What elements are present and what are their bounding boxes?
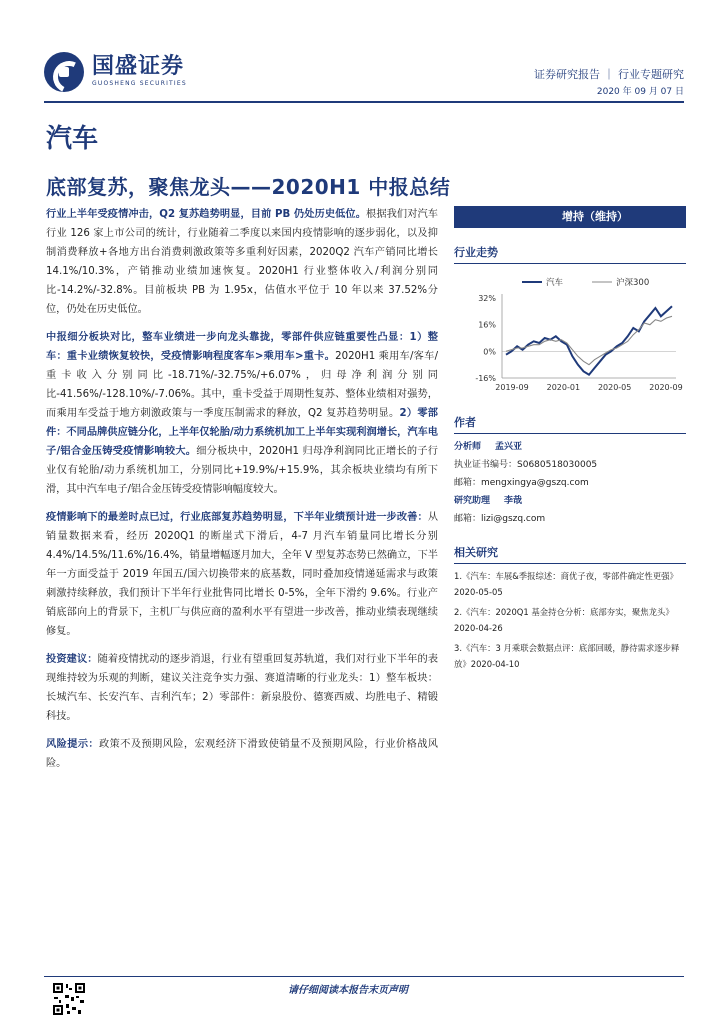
footer-disclaimer: 请仔细阅读本报告末页声明	[288, 985, 408, 996]
paragraph-segments	[46, 328, 438, 499]
analyst-label: 分析师	[454, 442, 482, 452]
report-body	[46, 205, 438, 782]
x-tick-label: 2019-09	[495, 383, 529, 392]
industry-trend-chart	[454, 274, 686, 398]
paragraph-outlook	[46, 508, 438, 641]
header-divider	[44, 101, 684, 103]
segments-lead: 中报细分板块对比，整车业绩进一步向龙头靠拢，零部件供应链重要性凸显：1）整车：重卡业绩恢复较快，受疫情影响程度客车>乘用车>重卡。	[46, 332, 438, 362]
analyst-row	[454, 438, 686, 456]
related-heading: 相关研究	[454, 544, 686, 564]
paragraph-risk	[46, 735, 438, 773]
logo-icon	[44, 52, 84, 92]
y-tick-label: -16%	[475, 374, 496, 383]
trend-heading: 行业走势	[454, 244, 686, 264]
related-report-1[interactable]: 1.《汽车：车展&季报综述：商优子夜，零部件确定性更强》2020-05-05	[454, 571, 678, 597]
assistant-email[interactable]: 邮箱：lizi@gszq.com	[454, 514, 546, 524]
x-tick-label: 2020-01	[546, 383, 581, 392]
report-date: 2020 年 09 月 07 日	[596, 87, 684, 97]
company-logo	[44, 52, 187, 92]
report-type: 证券研究报告 ｜ 行业专题研究	[534, 68, 684, 81]
analyst-email[interactable]: 邮箱：mengxingya@gszq.com	[454, 478, 589, 488]
y-tick-label: 32%	[478, 294, 496, 303]
rating-badge: 增持（维持）	[454, 206, 686, 228]
report-title: 底部复苏，聚焦龙头——2020H1 中报总结	[46, 175, 451, 199]
qr-code-icon	[52, 982, 86, 1016]
trend-chart-svg	[454, 274, 686, 398]
summary-text: 根据我们对汽车行业 126 家上市公司的统计，行业随着二季度以来国内疫情影响的逐步弱化，以及抑制消费释放+各地方出台消费刺激政策等多重利好因素，2020Q2 汽车产销同比增长 14.1%/10.3%，产销推动业绩加速恢复。2020H1 行业整体收入/利润分别同比-14.2%/-32.8%。目前板块 PB 为 1.95x，估值水平位于 10 年以来 37.52%分位，仍处在历史低位。	[46, 209, 438, 315]
y-tick-label: 16%	[478, 320, 496, 330]
license-number: 执业证书编号：S0680518030005	[454, 460, 598, 470]
logo-en-text: GUOSHENG SECURITIES	[92, 80, 187, 87]
authors-heading: 作者	[454, 414, 686, 434]
assistant-row	[454, 492, 686, 510]
recommendation-lead: 投资建议：	[46, 654, 98, 665]
risk-lead: 风险提示：	[46, 739, 100, 750]
outlook-lead: 疫情影响下的最差时点已过，行业底部复苏趋势明显，下半年业绩预计进一步改善：	[46, 512, 428, 523]
analyst-name: 孟兴亚	[495, 442, 523, 452]
sidebar	[454, 206, 686, 672]
related-report-3[interactable]: 3.《汽车：3 月乘联会数据点评：底部回暖，静待需求逐步释放》2020-04-10	[454, 643, 680, 669]
y-tick-label: 0%	[483, 347, 496, 357]
assistant-name: 李哉	[504, 496, 523, 506]
paragraph-recommendation	[46, 650, 438, 726]
industry-title: 汽车	[46, 124, 99, 154]
x-tick-label: 2020-05	[597, 383, 632, 392]
outlook-text: 从销量数据来看，经历 2020Q1 的断崖式下滑后，4-7 月汽车销量同比增长分别 4.4%/14.5%/11.6%/16.4%，销量增幅逐月加大，全年 V 型复苏态势已然确立，下半年一方面受益于 2019 年国五/国六切换带来的底基数，同时叠加疫情递延需求与政策刺激持续释放，我们预计下半年行业批售同比增长 0-5%，全年下滑约 9.6%。行业产销底部向上的背景下，主机厂与供应商的盈利水平有望进一步改善，推动业绩表现继续修复。	[46, 512, 438, 637]
summary-lead: 行业上半年受疫情冲击，Q2 复苏趋势明显，目前 PB 仍处历史低位。	[46, 209, 367, 220]
series-line-csi300	[506, 316, 672, 364]
risk-text: 政策不及预期风险，宏观经济下滑致使销量不及预期风险，行业价格战风险。	[46, 739, 438, 769]
recommendation-text: 随着疫情扰动的逐步消退，行业有望重回复苏轨道，我们对行业下半年的表现维持较为乐观的判断，建议关注竞争实力强、赛道清晰的行业龙头：1）整车板块：长城汽车、长安汽车、吉利汽车；2）零部件：新泉股份、德赛西威、均胜电子、精锻科技。	[46, 654, 439, 722]
assistant-label: 研究助理	[454, 496, 491, 506]
paragraph-summary	[46, 205, 438, 319]
segments-text-1: 2020H1 乘用车/客车/重卡收入分别同比-18.71%/-32.75%/+6.07%，归母净利润分别同比-41.56%/-128.10%/-7.06%。其中，重卡受益于周期性复苏、整体业绩相对强势，而乘用车受益于地方刺激政策与一季度压制需求的释放，Q2 复苏趋势明显。	[46, 351, 439, 419]
legend-label: 汽车	[546, 278, 564, 288]
related-report-2[interactable]: 2.《汽车：2020Q1 基金持仓分析：底部夯实，聚焦龙头》2020-04-26	[454, 607, 674, 633]
x-tick-label: 2020-09	[649, 383, 683, 392]
segments-text-2: 细分板块中，2020H1 归母净利润同比正增长的子行业仅有轮胎/动力系统机加工，分别同比+19.9%/+15.9%，其余板块业绩均有所下滑，其中汽车电子/铝合金压铸受疫情影响幅度较大。	[46, 446, 438, 495]
logo-cn-text: 国盛证券	[92, 54, 185, 79]
segments-lead-2: 2）零部件：不同品牌供应链分化，上半年仅轮胎/动力系统机加工上半年实现利润增长，汽车电子/铝合金压铸受疫情影响较大。	[46, 408, 438, 457]
legend-label: 沪深300	[616, 278, 650, 288]
footer-divider	[44, 976, 684, 977]
